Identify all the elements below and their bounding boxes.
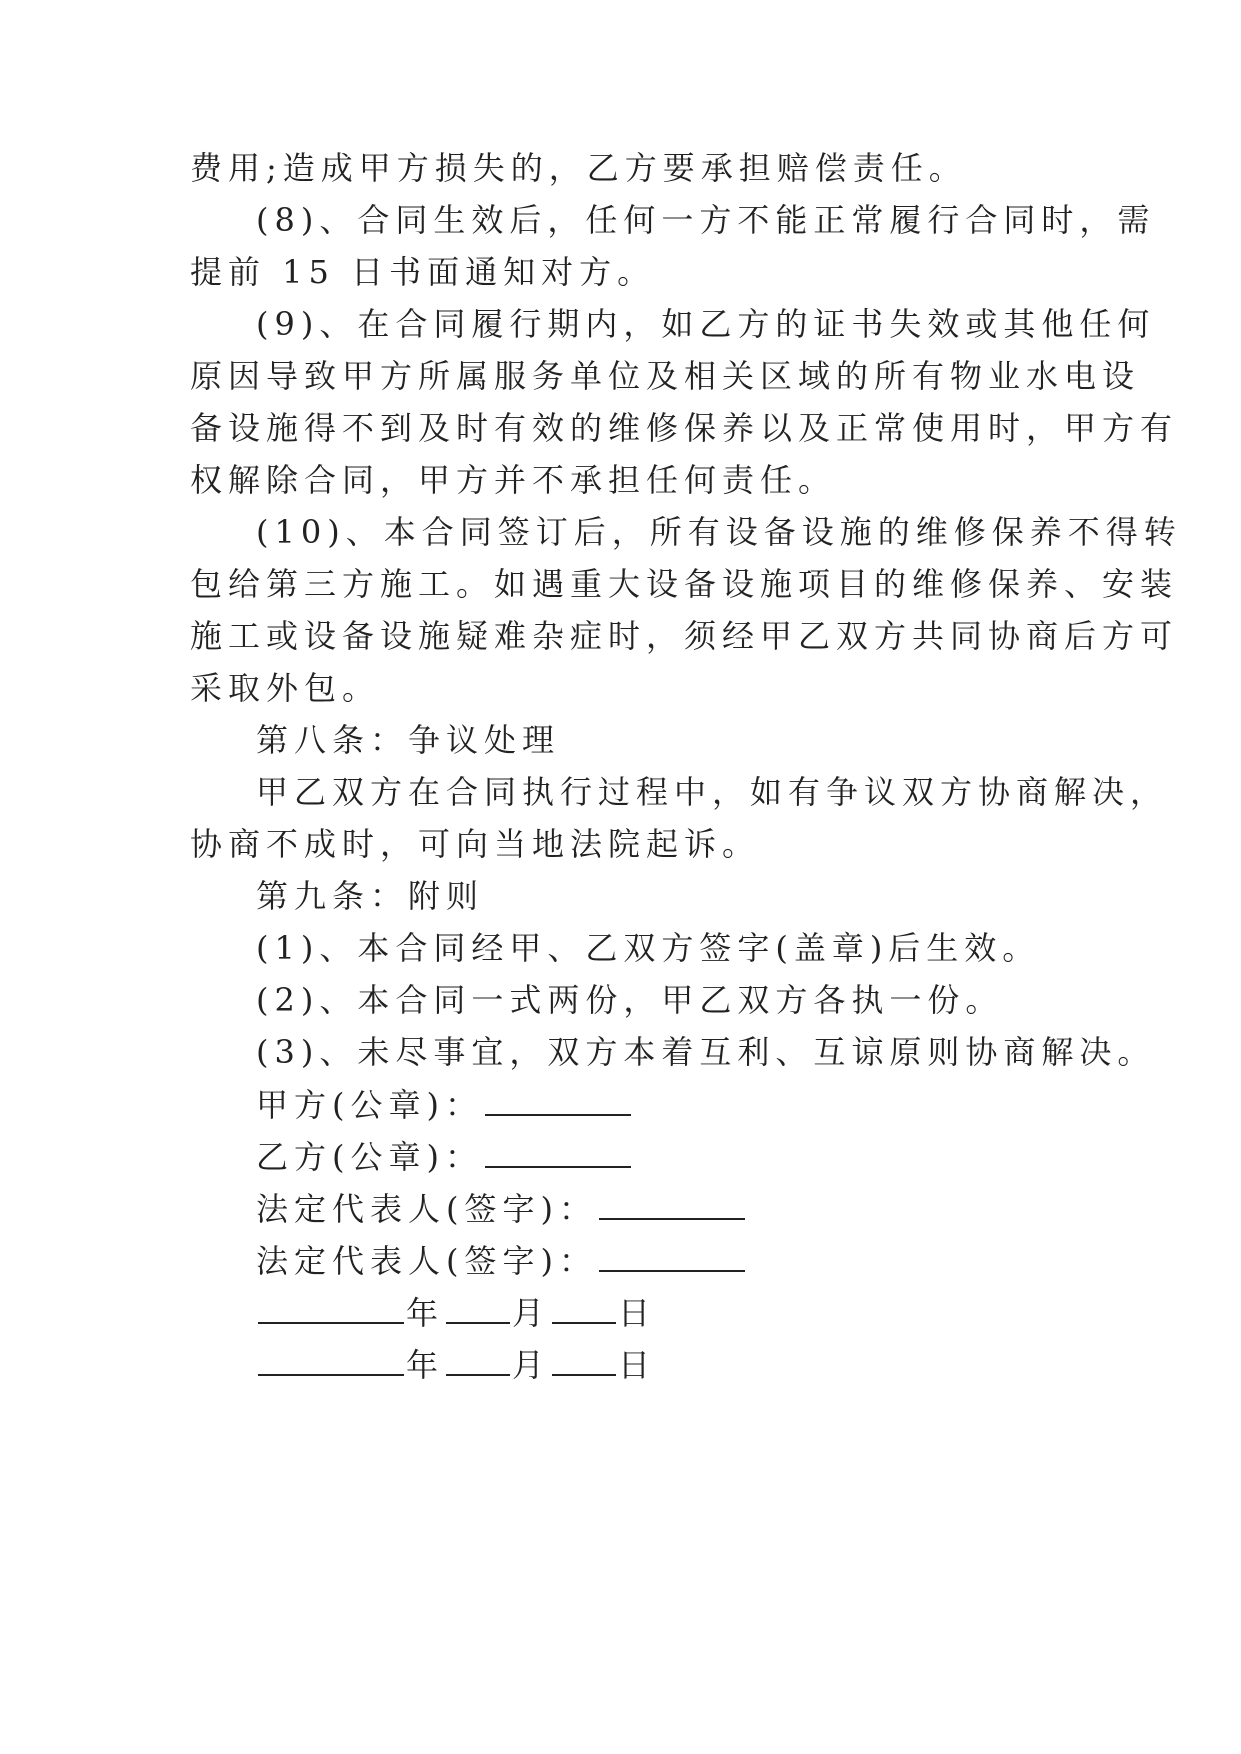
legal-rep-1-label: 法定代表人(签字)：: [256, 1190, 597, 1228]
text-line: 甲乙双方在合同执行过程中，如有争议双方协商解决，: [256, 773, 1169, 811]
party-b-seal-blank[interactable]: [485, 1136, 631, 1168]
day-blank[interactable]: [552, 1292, 616, 1324]
text-line: (9)、在合同履行期内，如乙方的证书失效或其他任何: [256, 305, 1156, 343]
year-label: 年: [406, 1346, 445, 1384]
legal-rep-1-line: [256, 1188, 747, 1228]
text-line: 权解除合同，甲方并不承担任何责任。: [190, 461, 837, 499]
date-line-2: [256, 1344, 656, 1384]
month-label: 月: [512, 1294, 551, 1332]
text-line: 协商不成时，可向当地法院起诉。: [190, 825, 761, 863]
year-blank[interactable]: [258, 1344, 404, 1376]
text-line: (8)、合同生效后，任何一方不能正常履行合同时，需: [256, 201, 1156, 239]
party-b-seal-label: 乙方(公章)：: [256, 1138, 483, 1176]
text-line: 提前 15 日书面通知对方。: [190, 253, 656, 291]
month-label: 月: [512, 1346, 551, 1384]
day-label: 日: [618, 1346, 657, 1384]
date-line-1: [256, 1292, 656, 1332]
day-blank[interactable]: [552, 1344, 616, 1376]
party-a-seal-blank[interactable]: [485, 1084, 631, 1116]
party-a-signature-line: [256, 1084, 633, 1124]
text-line: (10)、本合同签订后，所有设备设施的维修保养不得转: [256, 513, 1182, 551]
text-line: 包给第三方施工。如遇重大设备设施项目的维修保养、安装: [190, 565, 1179, 603]
month-blank[interactable]: [446, 1344, 510, 1376]
legal-rep-2-blank[interactable]: [599, 1240, 745, 1272]
month-blank[interactable]: [446, 1292, 510, 1324]
year-label: 年: [406, 1294, 445, 1332]
text-line: (3)、未尽事宜，双方本着互利、互谅原则协商解决。: [256, 1033, 1156, 1071]
legal-rep-2-label: 法定代表人(签字)：: [256, 1242, 597, 1280]
section-heading: 第九条：附则: [256, 877, 485, 915]
text-line: 费用;造成甲方损失的，乙方要承担赔偿责任。: [190, 149, 967, 187]
text-line: 备设施得不到及时有效的维修保养以及正常使用时，甲方有: [190, 409, 1179, 447]
text-line: 原因导致甲方所属服务单位及相关区域的所有物业水电设: [190, 357, 1141, 395]
text-line: 采取外包。: [190, 669, 381, 707]
text-line: 施工或设备设施疑难杂症时，须经甲乙双方共同协商后方可: [190, 617, 1179, 655]
legal-rep-2-line: [256, 1240, 747, 1280]
party-a-seal-label: 甲方(公章)：: [256, 1086, 483, 1124]
text-line: (2)、本合同一式两份，甲乙双方各执一份。: [256, 981, 1004, 1019]
text-line: (1)、本合同经甲、乙双方签字(盖章)后生效。: [256, 929, 1041, 967]
day-label: 日: [618, 1294, 657, 1332]
section-heading: 第八条：争议处理: [256, 721, 561, 759]
party-b-signature-line: [256, 1136, 633, 1176]
year-blank[interactable]: [258, 1292, 404, 1324]
legal-rep-1-blank[interactable]: [599, 1188, 745, 1220]
